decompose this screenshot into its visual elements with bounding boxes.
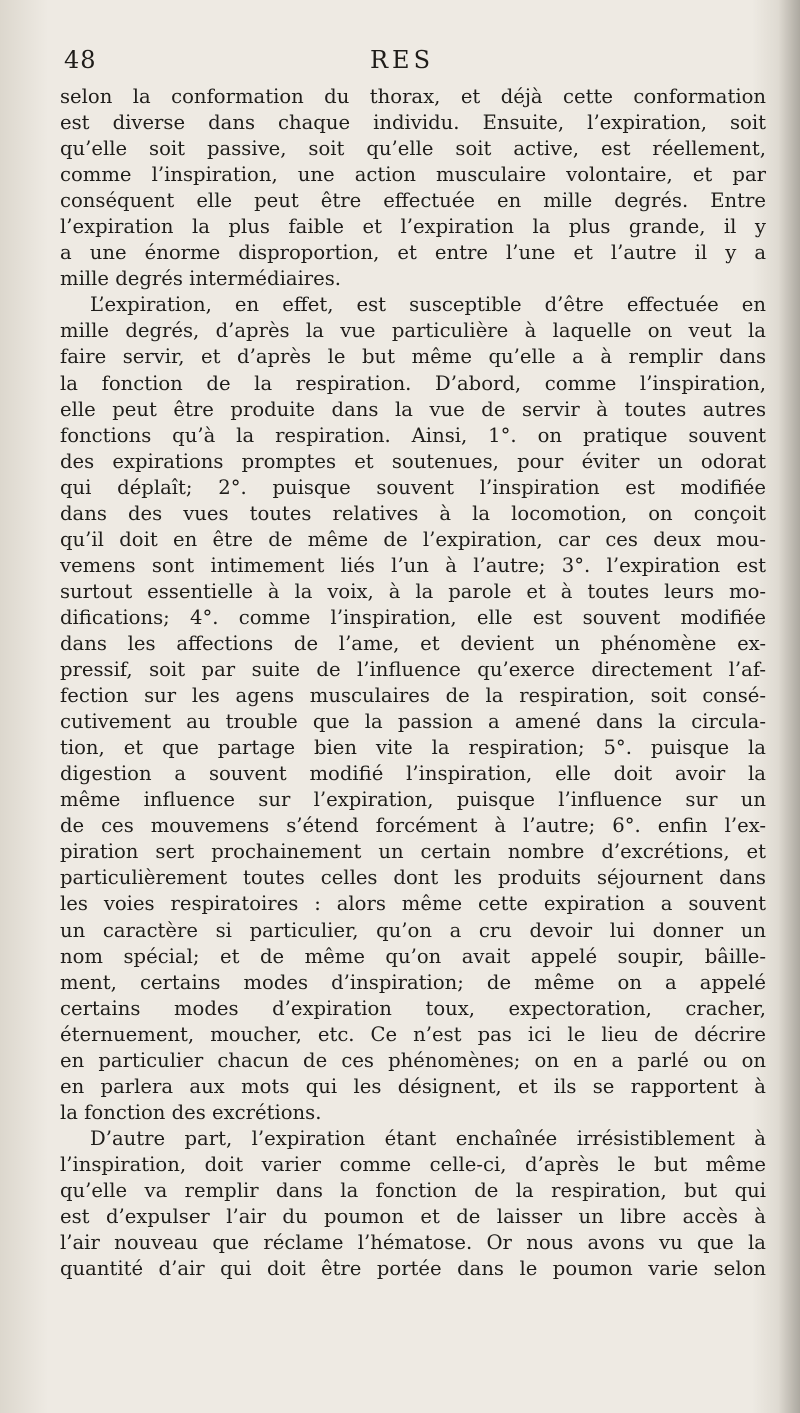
text-line: difications; 4°. comme l’inspiration, elle est souvent modifiée [60, 605, 766, 629]
text-line: l’air nouveau que réclame l’hématose. Or nous avons vu que la [60, 1231, 766, 1255]
text-line: un caractère si particulier, qu’on a cru devoir lui donner un [60, 918, 766, 942]
text-line: conséquent elle peut être effectuée en mille degrés. Entre [60, 189, 766, 213]
page-edge-shadow [778, 0, 800, 1413]
text-line: pressif, soit par suite de l’influence qu’exerce directement l’af- [60, 658, 766, 682]
text-line: dans des vues toutes relatives à la locomotion, on conçoit [60, 501, 766, 525]
text-line: comme l’inspiration, une action musculaire volontaire, et par [60, 163, 766, 187]
text-line: tion, et que partage bien vite la respiration; 5°. puisque la [60, 736, 766, 760]
text-line: vemens sont intimement liés l’un à l’autre; 3°. l’expiration est [60, 553, 766, 577]
text-line: qui déplaît; 2°. puisque souvent l’inspiration est modifiée [60, 475, 766, 499]
text-line: selon la conformation du thorax, et déjà cette conformation [60, 85, 766, 108]
text-line: surtout essentielle à la voix, à la parole et à toutes leurs mo- [60, 579, 766, 603]
text-line: mille degrés, d’après la vue particulière à laquelle on veut la [60, 319, 766, 343]
text-line: qu’il doit en être de même de l’expiration, car ces deux mou- [60, 527, 766, 551]
text-line: la fonction de la respiration. D’abord, comme l’inspiration, [60, 371, 766, 395]
text-line: est d’expulser l’air du poumon et de laisser un libre accès à [60, 1205, 766, 1229]
text-line: mille degrés intermédiaires. [60, 267, 342, 291]
text-line: L’expiration, en effet, est susceptible d’être effectuée en [90, 293, 766, 317]
text-line: des expirations promptes et soutenues, pour éviter un odorat [60, 449, 766, 473]
page-header [64, 46, 740, 80]
text-line: quantité d’air qui doit être portée dans le poumon varie selon [60, 1257, 766, 1281]
body-text [60, 84, 766, 1282]
text-line: elle peut être produite dans la vue de servir à toutes autres [60, 397, 766, 421]
text-line: D’autre part, l’expiration étant enchaînée irrésistiblement à [90, 1126, 766, 1150]
text-line: dans les affections de l’ame, et devient un phénomène ex- [60, 631, 766, 655]
text-line: piration sert prochainement un certain nombre d’excrétions, et [60, 840, 766, 864]
text-line: faire servir, et d’après le but même qu’elle a à remplir dans [60, 345, 766, 369]
text-line: digestion a souvent modifié l’inspiration, elle doit avoir la [60, 762, 766, 786]
text-line: fection sur les agens musculaires de la respiration, soit consé- [60, 684, 766, 708]
running-head: RES [369, 46, 435, 74]
text-line: fonctions qu’à la respiration. Ainsi, 1°. on pratique souvent [60, 423, 766, 447]
text-line: qu’elle soit passive, soit qu’elle soit active, est réellement, [60, 137, 766, 161]
text-line: éternuement, moucher, etc. Ce n’est pas ici le lieu de décrire [60, 1022, 766, 1046]
text-line: même influence sur l’expiration, puisque l’influence sur un [60, 788, 766, 812]
text-line: l’inspiration, doit varier comme celle-ci, d’après le but même [60, 1152, 766, 1176]
text-line: de ces mouvemens s’étend forcément à l’autre; 6°. enfin l’ex- [60, 814, 766, 838]
text-line: les voies respiratoires : alors même cette expiration a souvent [60, 892, 766, 916]
text-line: particulièrement toutes celles dont les produits séjournent dans [60, 866, 766, 890]
text-line: nom spécial; et de même qu’on avait appelé soupir, bâille- [60, 944, 766, 968]
text-line: ment, certains modes d’inspiration; de même on a appelé [60, 970, 766, 994]
text-line: est diverse dans chaque individu. Ensuite, l’expiration, soit [60, 111, 766, 135]
text-line: a une énorme disproportion, et entre l’une et l’autre il y a [60, 241, 766, 265]
text-line: qu’elle va remplir dans la fonction de la respiration, but qui [60, 1178, 766, 1202]
text-line: cutivement au trouble que la passion a amené dans la circula- [60, 710, 766, 734]
text-line: l’expiration la plus faible et l’expiration la plus grande, il y [60, 215, 766, 239]
text-line: certains modes d’expiration toux, expectoration, cracher, [60, 996, 766, 1020]
text-line: en particulier chacun de ces phénomènes; on en a parlé ou on [60, 1048, 766, 1072]
text-line: en parlera aux mots qui les désignent, et ils se rapportent à [60, 1074, 766, 1098]
text-line: la fonction des excrétions. [60, 1100, 322, 1124]
page-number: 48 [64, 46, 97, 74]
